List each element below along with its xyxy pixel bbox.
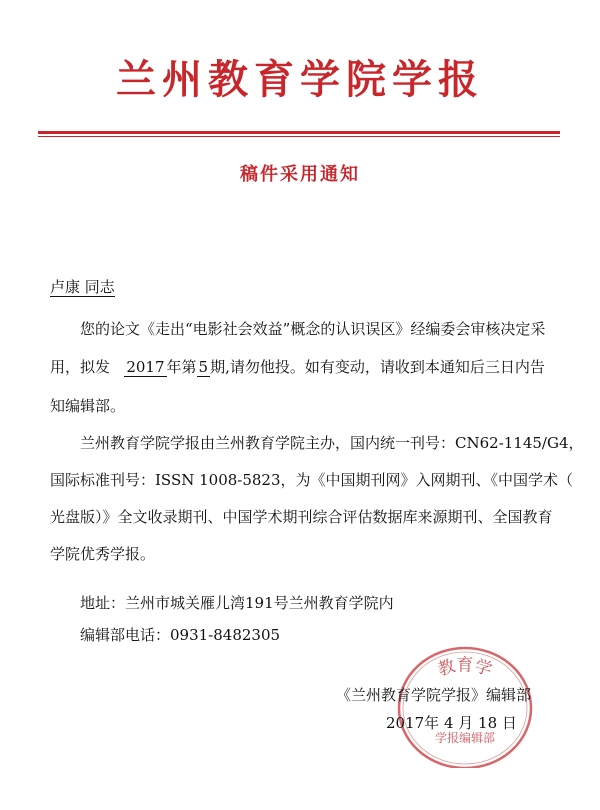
p1-l2-mid: 年第 [166,358,197,376]
address-line: 地址：兰州市城关雁儿湾191号兰州教育学院内 [80,594,394,612]
publication-year: 2017 [126,358,165,376]
journal-masthead: 兰州教育学院学报 [116,57,484,103]
signature: 《兰州教育学院学报》编辑部 [336,686,532,704]
masthead-rule-thin [38,136,560,137]
phone-line: 编辑部电话：0931-8482305 [80,626,281,644]
masthead-rule-thick [38,131,560,134]
issue-number: 5 [198,358,209,376]
paragraph-2-line-2: 国际标准刊号：ISSN 1008-5823，为《中国期刊网》入网期刊、《中国学术（ [50,471,574,489]
seal-bottom-text: 学报编辑部 [434,731,496,745]
paragraph-1-line-3: 知编辑部。 [50,397,126,415]
seal-top-text: 教育学 [435,655,495,681]
issue-date: 2017年 4 月 18 日 [386,714,517,732]
paragraph-1-line-2 [50,356,545,377]
paragraph-1-line-1: 您的论文《走出“电影社会效益”概念的认识误区》经编委会审核决定采 [80,320,546,338]
paragraph-2-line-3: 光盘版）》全文收录期刊、中国学术期刊综合评估数据库来源期刊、全国教育 [50,508,553,526]
addressee: 卢康 同志 [50,278,115,296]
paragraph-2-line-4: 学院优秀学报。 [50,545,156,563]
addressee-line [50,276,115,297]
p1-l2-post: 期,请勿他投。如有变动，请收到本通知后三日内告 [210,358,545,376]
notice-title: 稿件采用通知 [240,164,360,185]
paragraph-2-line-1: 兰州教育学院学报由兰州教育学院主办，国内统一刊号：CN62-1145/G4， [80,434,584,452]
p1-l2-pre: 用，拟发 [50,358,111,376]
